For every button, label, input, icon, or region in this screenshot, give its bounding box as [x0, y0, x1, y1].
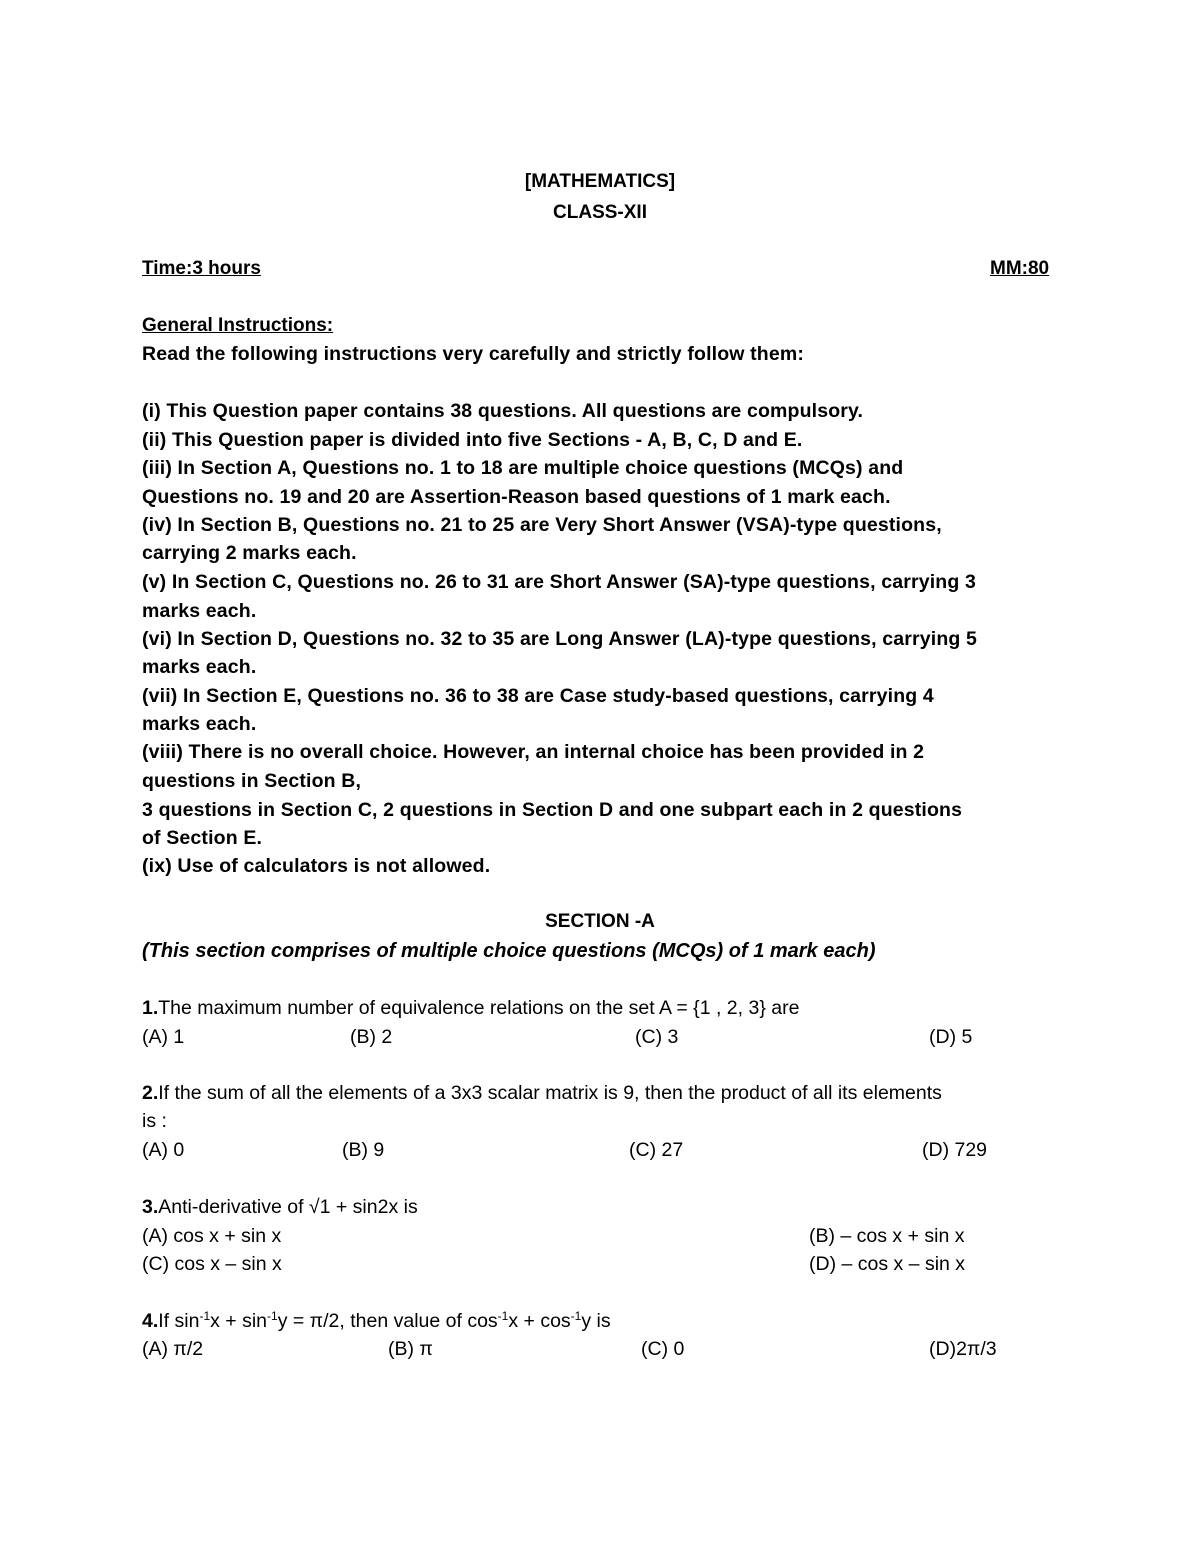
max-marks-label: MM:80 [990, 258, 1050, 279]
superscript: -1 [267, 1309, 278, 1323]
instructions-lead: Read the following instructions very carefully and strictly follow them: [142, 343, 804, 365]
q3-option-d: (D) – cos x – sin x [809, 1253, 966, 1275]
class-title: CLASS-XII [553, 202, 647, 223]
instruction-line: (i) This Question paper contains 38 questions. All questions are compulsory. [142, 400, 864, 422]
instruction-line: (vi) In Section D, Questions no. 32 to 35 are Long Answer (LA)-type questions, carrying 5 [142, 628, 978, 650]
question-text: Anti-derivative of √1 + sin2x is [158, 1196, 418, 1218]
instruction-line: (vii) In Section E, Questions no. 36 to 38 are Case study-based questions, carrying 4 [142, 685, 934, 707]
question-text: If the sum of all the elements of a 3x3 scalar matrix is 9, then the product of all its elements [158, 1082, 942, 1104]
q3-option-c: (C) cos x – sin x [142, 1253, 282, 1275]
instruction-line: (viii) There is no overall choice. However, an internal choice has been provided in 2 [142, 741, 925, 763]
instruction-line: (v) In Section C, Questions no. 26 to 31 are Short Answer (SA)-type questions, carrying 3 [142, 571, 976, 593]
instruction-line: (ix) Use of calculators is not allowed. [142, 855, 491, 877]
superscript: -1 [570, 1309, 582, 1323]
instruction-line: (ii) This Question paper is divided into five Sections - A, B, C, D and E. [142, 429, 803, 451]
section-a-title: SECTION -A [545, 911, 655, 932]
instruction-line: questions in Section B, [142, 770, 362, 792]
instruction-line: marks each. [142, 600, 257, 622]
instruction-line: carrying 2 marks each. [142, 542, 357, 564]
question-1 [142, 997, 799, 1020]
question-3 [142, 1196, 418, 1219]
q1-option-a: (A) 1 [142, 1026, 185, 1048]
instruction-line: (iv) In Section B, Questions no. 21 to 25 are Very Short Answer (VSA)-type questions, [142, 514, 942, 536]
question-text: The maximum number of equivalence relations on the set A = {1 , 2, 3} are [158, 997, 800, 1019]
question-number: 1. [142, 997, 159, 1019]
subject-title: [MATHEMATICS] [524, 171, 676, 192]
question-text-part: If sin [158, 1310, 200, 1332]
q2-option-d: (D) 729 [922, 1139, 988, 1161]
question-number: 2. [142, 1082, 159, 1104]
superscript: -1 [199, 1309, 211, 1323]
instructions-title: General Instructions: [142, 315, 334, 336]
instruction-line: (iii) In Section A, Questions no. 1 to 18 are multiple choice questions (MCQs) and [142, 457, 904, 479]
instruction-line: Questions no. 19 and 20 are Assertion-Reason based questions of 1 mark each. [142, 486, 891, 508]
instruction-line: 3 questions in Section C, 2 questions in Section D and one subpart each in 2 questions [142, 799, 963, 821]
superscript: -1 [497, 1309, 509, 1323]
q1-option-d: (D) 5 [929, 1026, 973, 1048]
q4-option-c: (C) 0 [641, 1338, 685, 1360]
q4-option-b: (B) π [388, 1338, 433, 1360]
question-number: 3. [142, 1196, 159, 1218]
question-number: 4. [142, 1310, 159, 1332]
instruction-line: marks each. [142, 656, 257, 678]
question-text-part: y = π/2, then value of cos [277, 1310, 498, 1332]
question-text-part: y is [581, 1310, 611, 1332]
question-2 [142, 1082, 942, 1105]
question-text-part: x + cos [508, 1310, 571, 1332]
q2-option-c: (C) 27 [629, 1139, 684, 1161]
question-2-continued: is : [142, 1110, 167, 1132]
q3-option-a: (A) cos x + sin x [142, 1225, 282, 1247]
q2-option-a: (A) 0 [142, 1139, 185, 1161]
instruction-line: of Section E. [142, 827, 263, 849]
q3-option-b: (B) – cos x + sin x [809, 1225, 965, 1247]
question-4 [142, 1310, 611, 1333]
time-label: Time:3 hours [142, 258, 261, 279]
q2-option-b: (B) 9 [342, 1139, 385, 1161]
question-text-part: x + sin [210, 1310, 268, 1332]
instruction-line: marks each. [142, 713, 257, 735]
section-a-subtitle: (This section comprises of multiple choice questions (MCQs) of 1 mark each) [142, 940, 876, 962]
q4-option-a: (A) π/2 [142, 1338, 204, 1360]
q1-option-c: (C) 3 [635, 1026, 679, 1048]
q4-option-d: (D)2π/3 [929, 1338, 997, 1360]
q1-option-b: (B) 2 [350, 1026, 393, 1048]
